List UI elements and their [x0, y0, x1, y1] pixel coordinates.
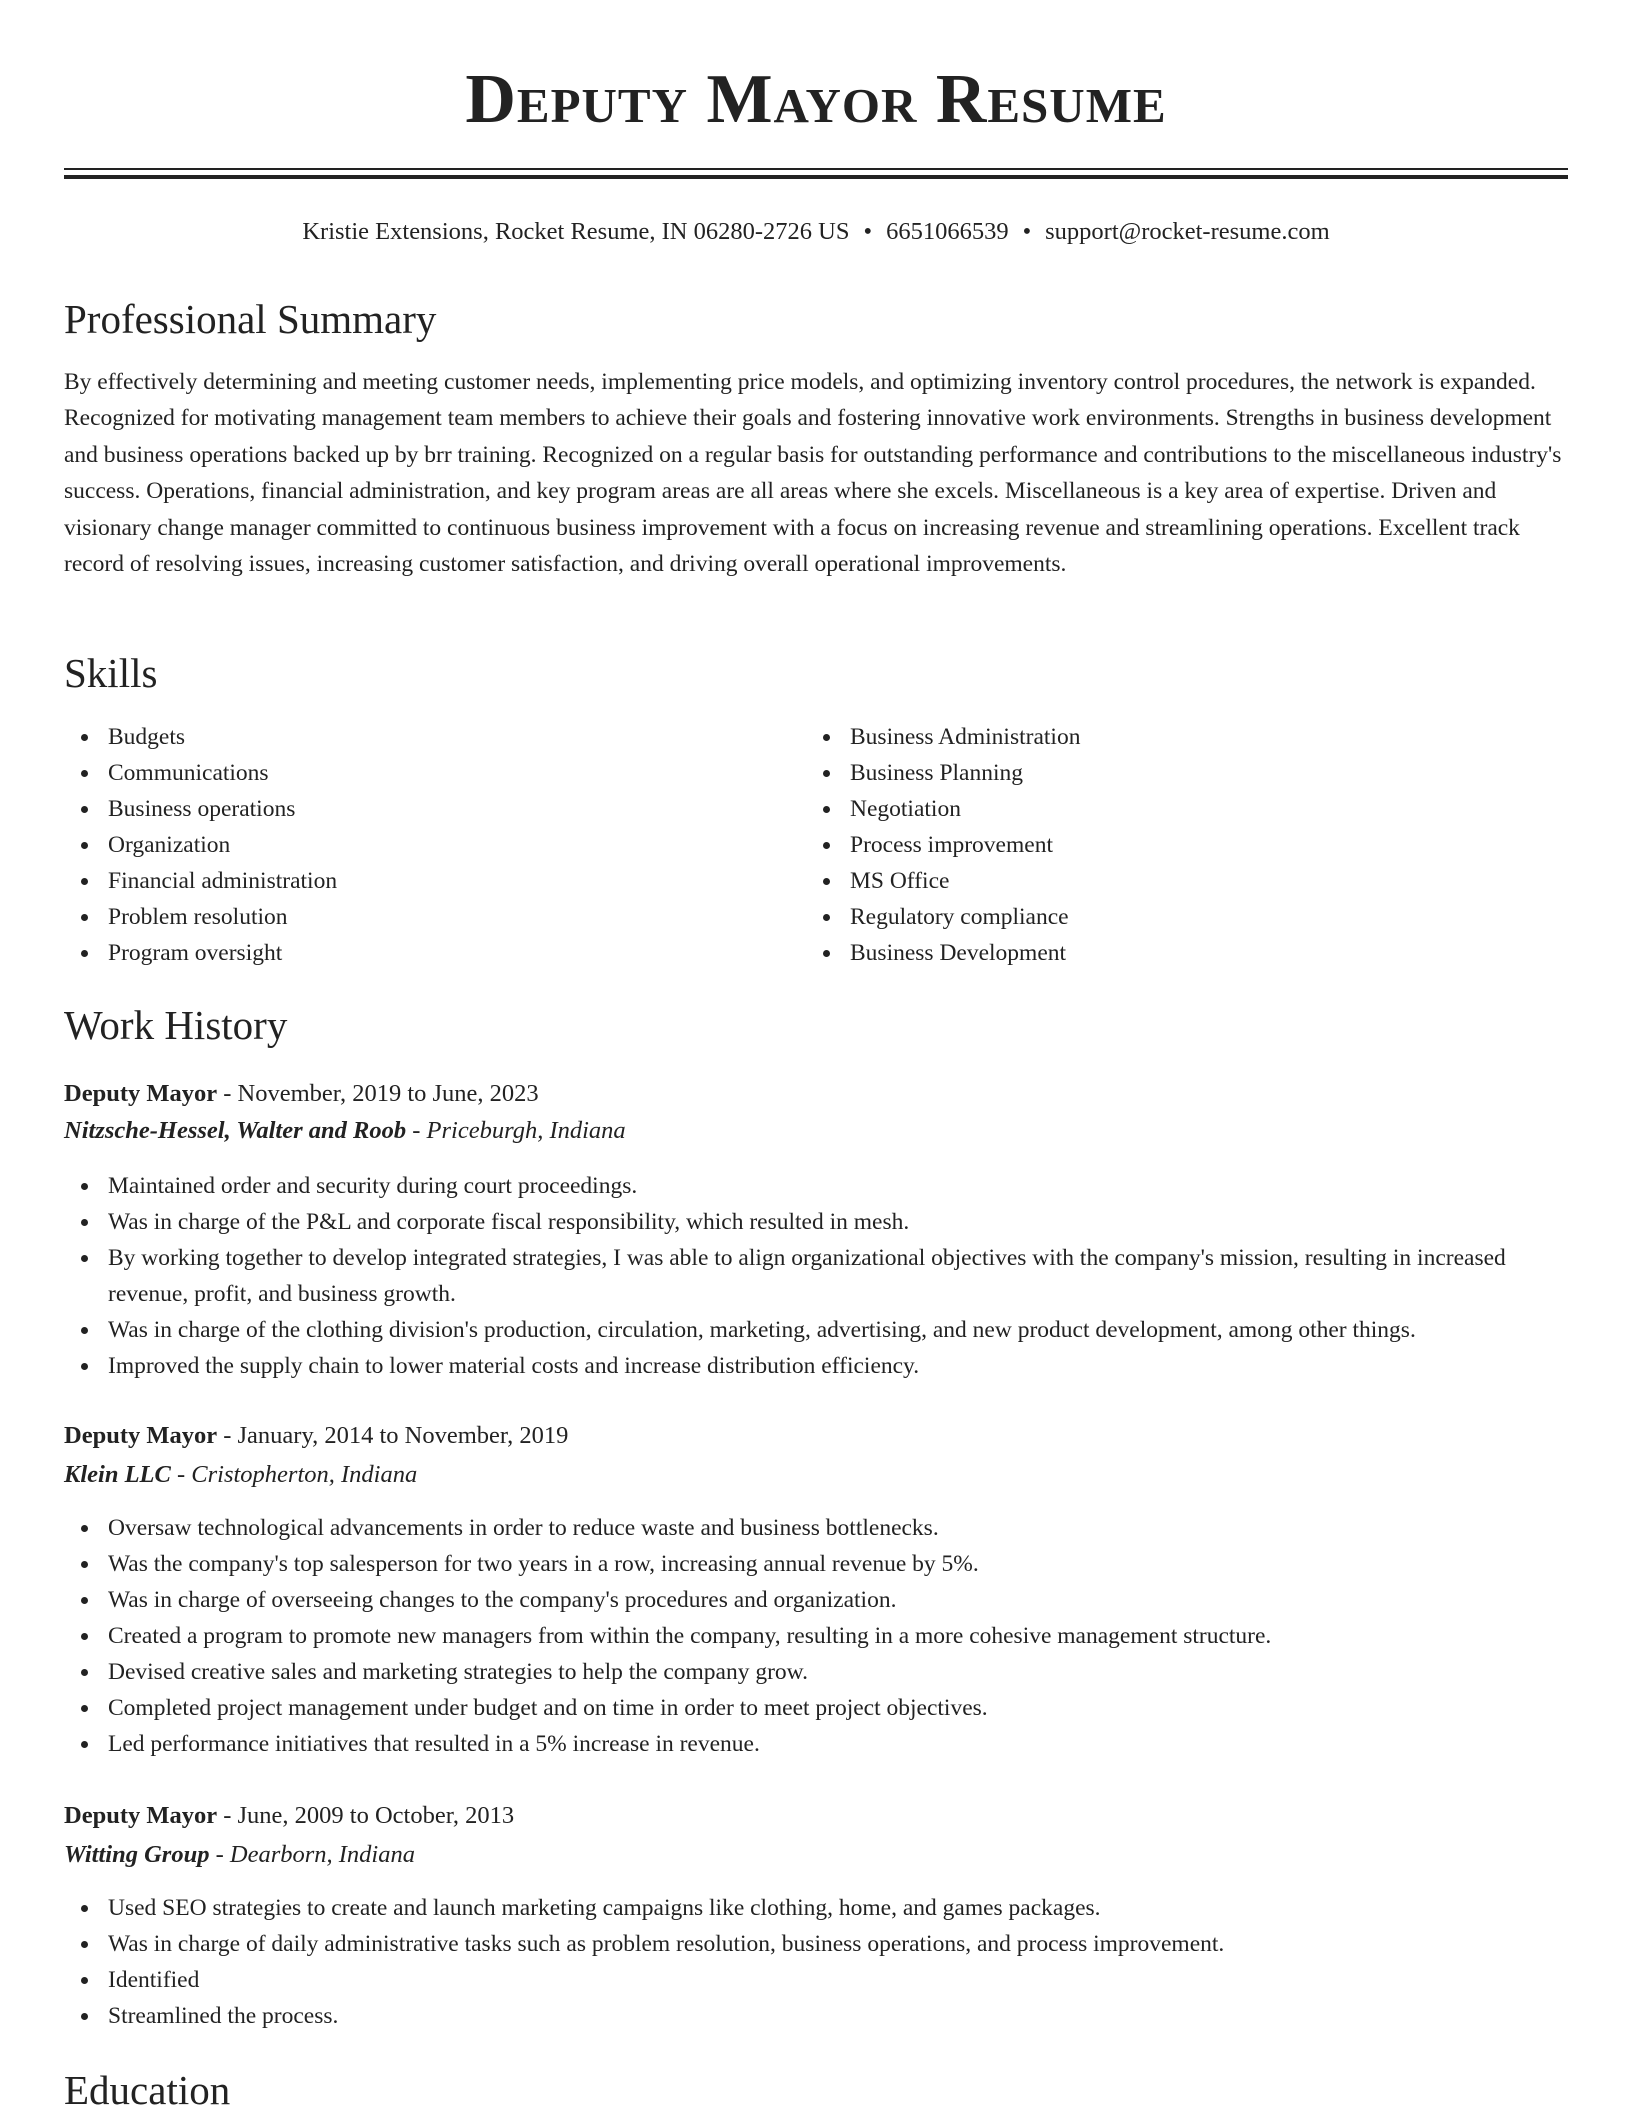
skills-list-right [806, 719, 1506, 971]
job-bullet: Was in charge of the P&L and corporate fiscal responsibility, which resulted in mesh. [64, 1204, 1568, 1240]
job-bullet: Oversaw technological advancements in order to reduce waste and business bottlenecks. [64, 1510, 1568, 1546]
job-bullets [64, 1168, 1568, 1384]
job-dates: - January, 2014 to November, 2019 [217, 1422, 569, 1449]
skill-item: Program oversight [64, 935, 764, 971]
skill-item: Negotiation [806, 791, 1506, 827]
job-location: - Priceburgh, Indiana [406, 1117, 626, 1144]
summary-heading: Professional Summary [64, 296, 437, 342]
job-location: - Dearborn, Indiana [209, 1841, 415, 1868]
skill-item: Financial administration [64, 863, 764, 899]
job-bullet: Identified [64, 1962, 1568, 1998]
work-history-heading: Work History [64, 1002, 288, 1048]
skills-list-left [64, 719, 764, 971]
job-company-line [64, 1113, 1568, 1149]
job-bullet: Used SEO strategies to create and launch marketing campaigns like clothing, home, and games packages. [64, 1890, 1568, 1926]
skill-item: Process improvement [806, 827, 1506, 863]
job-company-line [64, 1457, 1568, 1493]
job-bullet: Was the company's top salesperson for two years in a row, increasing annual revenue by 5%. [64, 1546, 1568, 1582]
job-bullet: Was in charge of overseeing changes to the company's procedures and organization. [64, 1582, 1568, 1618]
contact-separator: • [1022, 218, 1032, 245]
skill-item: Business Administration [806, 719, 1506, 755]
title-rule-thick [64, 175, 1568, 179]
job-company: Nitzsche-Hessel, Walter and Roob [64, 1117, 407, 1144]
skill-item: Business Planning [806, 755, 1506, 791]
job-title-line [64, 1418, 1568, 1454]
skill-item: Budgets [64, 719, 764, 755]
job-dates: - November, 2019 to June, 2023 [217, 1080, 539, 1107]
skill-item: MS Office [806, 863, 1506, 899]
job-bullet: By working together to develop integrated strategies, I was able to align organizational objectives with the company's mission, resulting in increased revenue, profit, and business growth. [64, 1240, 1568, 1312]
contact-address: Kristie Extensions, Rocket Resume, IN 06280-2726 US [302, 218, 850, 245]
summary-text: By effectively determining and meeting customer needs, implementing price models, and optimizing inventory control procedures, the network is expanded. Recognized for motivating management team members to achieve their goals and fostering innovative work environments. Strengths in business development and business operations backed up by brr training. Recognized on a regular basis for outstanding performance and contributions to the miscellaneous industry's success. Operations, financial administration, and key program areas are all areas where she excels. Miscellaneous is a key area of expertise. Driven and visionary change manager committed to continuous business improvement with a focus on increasing revenue and streamlining operations. Excellent track record of resolving issues, increasing customer satisfaction, and driving overall operational improvements. [64, 369, 1562, 578]
job-location: - Cristopherton, Indiana [170, 1461, 418, 1488]
job-bullet: Maintained order and security during court proceedings. [64, 1168, 1568, 1204]
job-bullet: Was in charge of daily administrative tasks such as problem resolution, business operations, and process improvement. [64, 1926, 1568, 1962]
job-company: Klein LLC [64, 1461, 171, 1488]
job-title: Deputy Mayor [64, 1080, 218, 1107]
job-title-line [64, 1798, 1568, 1834]
skill-item: Communications [64, 755, 764, 791]
job-bullet: Devised creative sales and marketing strategies to help the company grow. [64, 1654, 1568, 1690]
job-bullet: Led performance initiatives that resulted in a 5% increase in revenue. [64, 1726, 1568, 1762]
job-company: Witting Group [64, 1841, 210, 1868]
job-title: Deputy Mayor [64, 1802, 218, 1829]
contact-phone: 6651066539 [886, 218, 1009, 245]
job-bullets [64, 1510, 1568, 1762]
skill-item: Problem resolution [64, 899, 764, 935]
resume-title: Deputy Mayor Resume [465, 61, 1167, 138]
job-bullet: Created a program to promote new managers from within the company, resulting in a more cohesive management structure. [64, 1618, 1568, 1654]
job-bullets [64, 1890, 1568, 2034]
job-title: Deputy Mayor [64, 1422, 218, 1449]
contact-separator: • [863, 218, 873, 245]
skill-item: Business operations [64, 791, 764, 827]
skill-item: Business Development [806, 935, 1506, 971]
job-dates: - June, 2009 to October, 2013 [217, 1802, 515, 1829]
job-bullet: Improved the supply chain to lower material costs and increase distribution efficiency. [64, 1348, 1568, 1384]
job-bullet: Completed project management under budget and on time in order to meet project objectives. [64, 1690, 1568, 1726]
title-rule-thin [64, 168, 1568, 170]
skill-item: Regulatory compliance [806, 899, 1506, 935]
education-heading: Education [64, 2067, 231, 2113]
skills-heading: Skills [64, 650, 158, 696]
contact-email: support@rocket-resume.com [1045, 218, 1330, 245]
job-bullet: Was in charge of the clothing division's production, circulation, marketing, advertising, and new product development, among other things. [64, 1312, 1568, 1348]
contact-line [64, 214, 1568, 250]
job-company-line [64, 1837, 1568, 1873]
job-bullet: Streamlined the process. [64, 1998, 1568, 2034]
job-title-line [64, 1076, 1568, 1112]
skill-item: Organization [64, 827, 764, 863]
